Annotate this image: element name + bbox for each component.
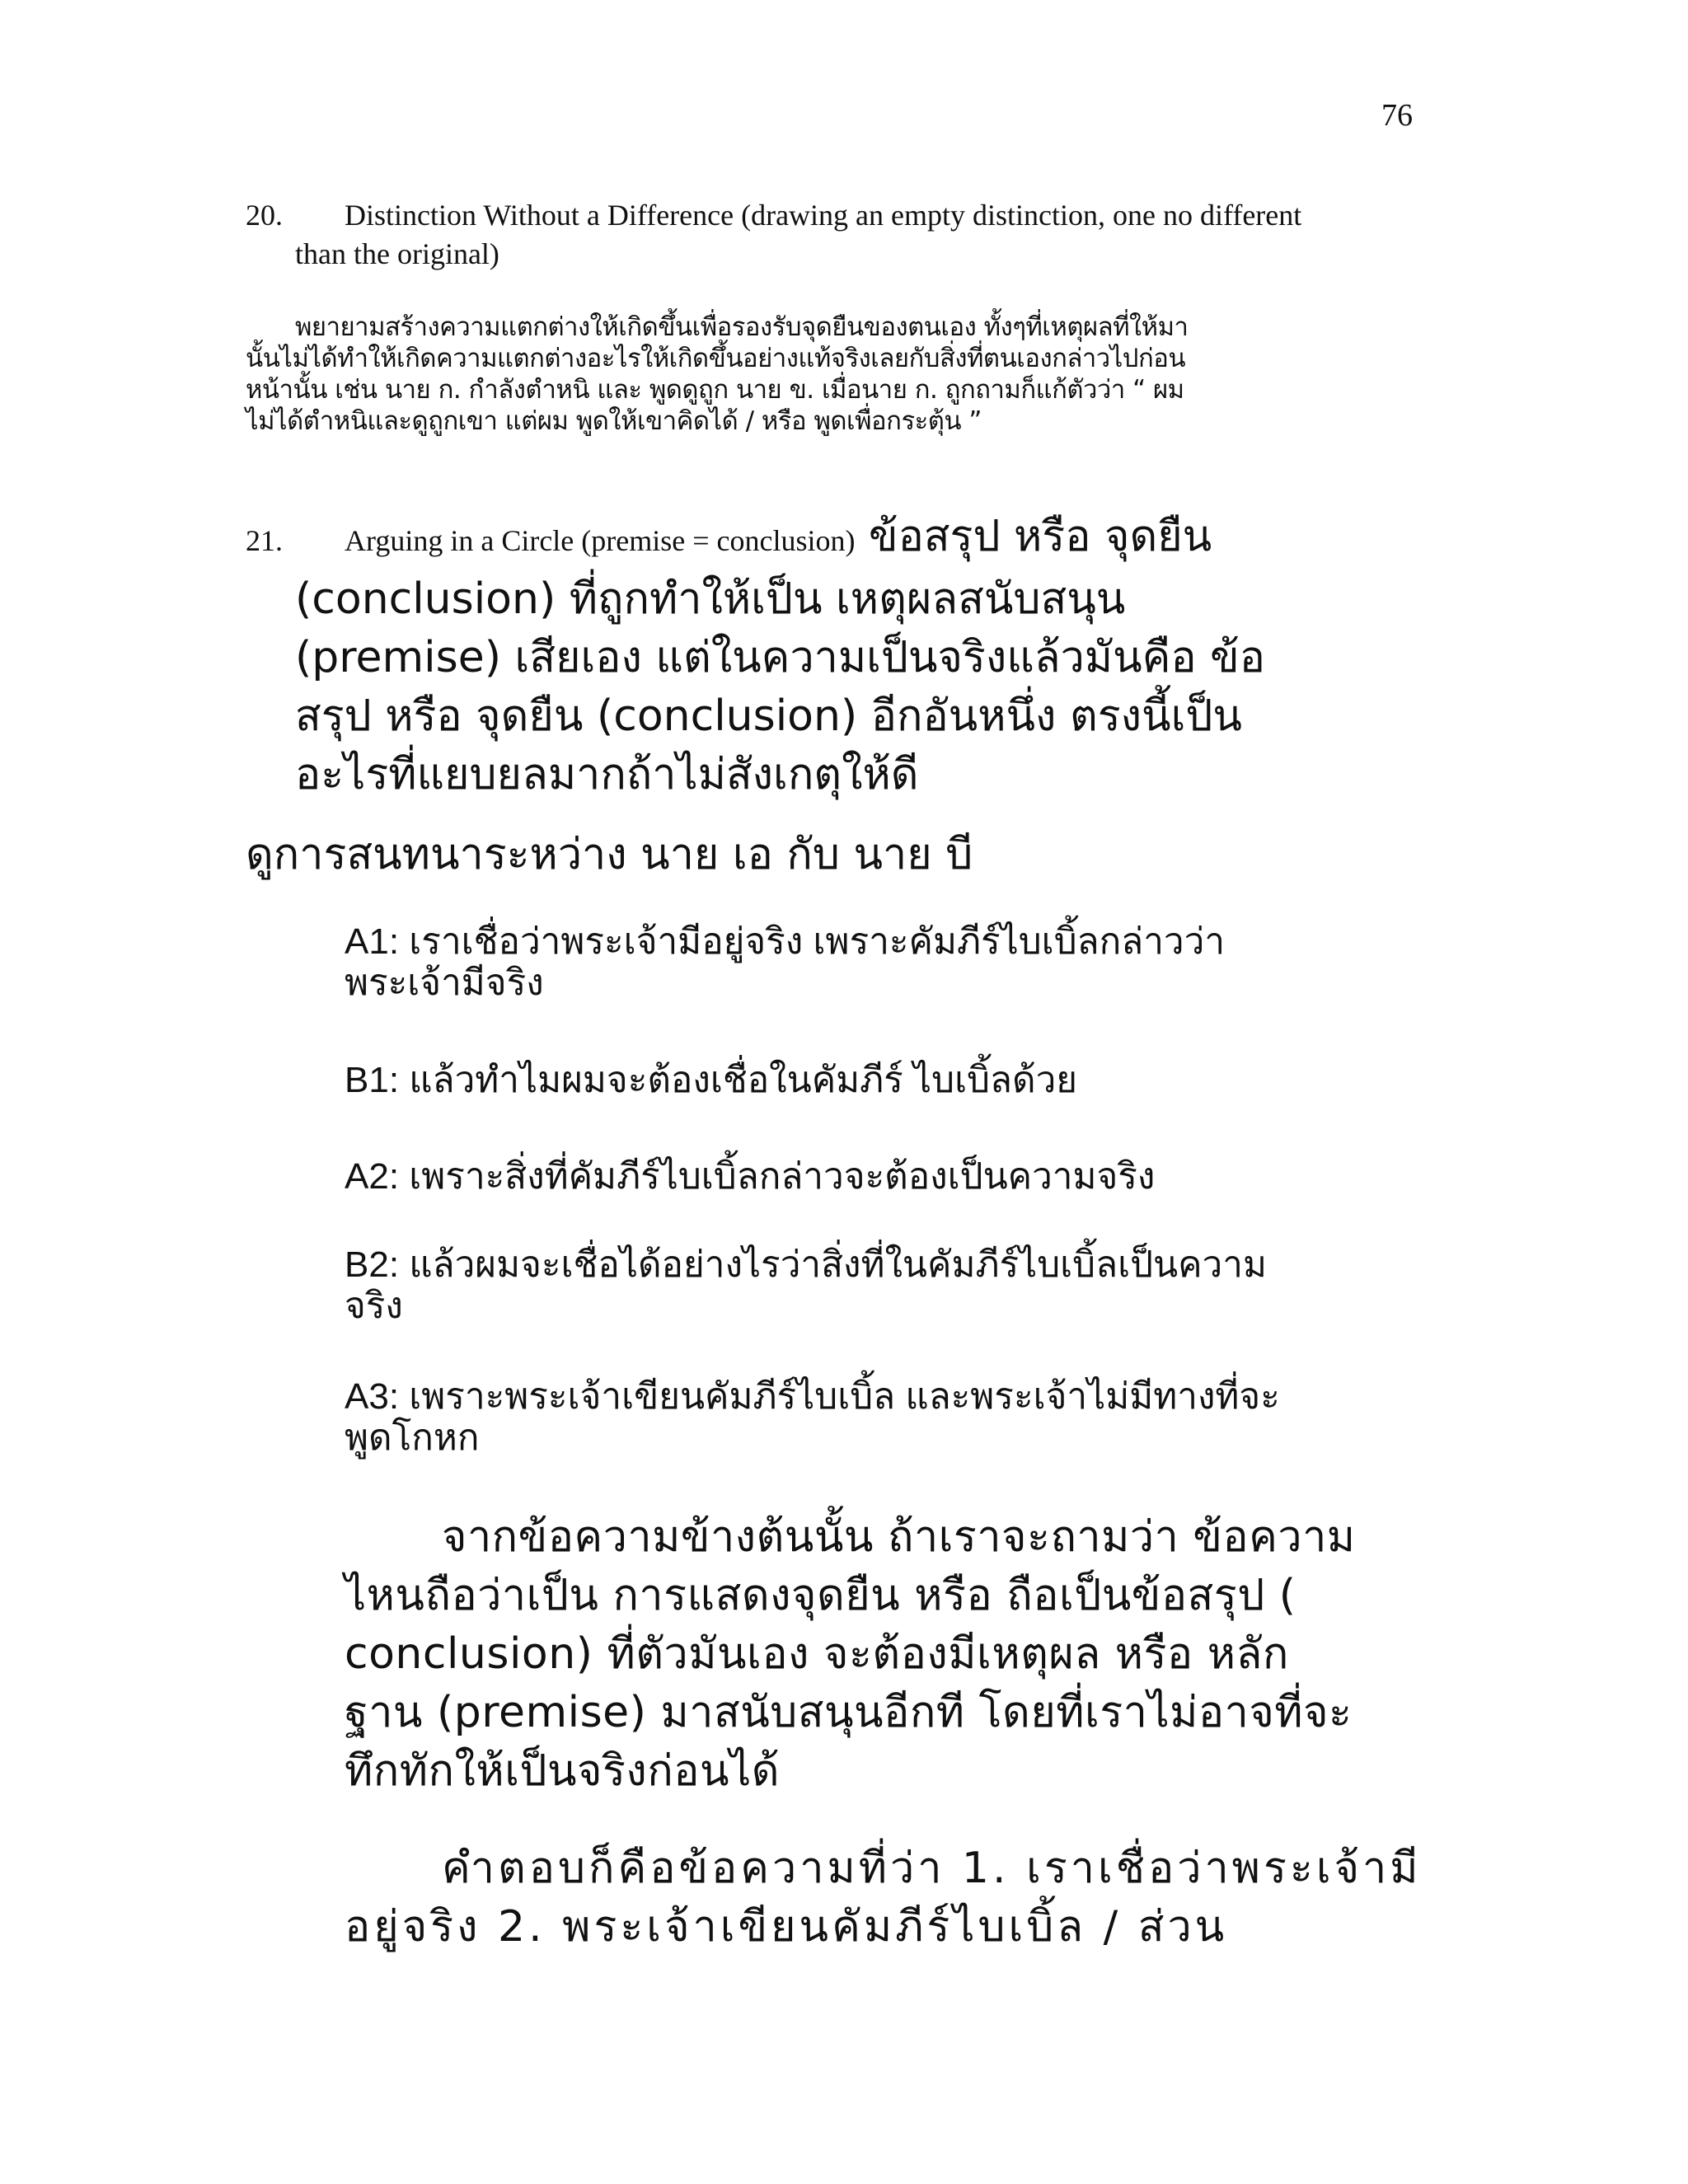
paragraph-line: ฐาน (premise) มาสนับสนุนอีกที โดยที่เราไม่อาจที่จะ <box>345 1688 1353 1737</box>
item-20-paragraph-line: พยายามสร้างความแตกต่างให้เกิดขึ้นเพื่อรองรับจุดยืนของตนเอง ทั้งๆที่เหตุผลที่ให้มา <box>295 312 1189 342</box>
paragraph-line: คำตอบก็คือข้อความที่ว่า 1. เราเชื่อว่าพระเจ้ามี <box>442 1844 1422 1893</box>
item-21-line: (premise) เสียเอง แต่ในความเป็นจริงแล้วมันคือ ข้อ <box>295 633 1265 682</box>
dialog-line: A2: เพราะสิ่งที่คัมภีร์ไบเบิ้ลกล่าวจะต้องเป็นความจริง <box>345 1156 1156 1197</box>
item-21 <box>246 508 1416 804</box>
paragraph-line: อยู่จริง 2. พระเจ้าเขียนคัมภีร์ไบเบิ้ล / ส่วน <box>345 1902 1228 1952</box>
item-20-paragraph-line: นั้นไม่ได้ทำให้เกิดความแตกต่างอะไรให้เกิดขึ้นอย่างแท้จริงเลยกับสิ่งที่ตนเองกล่าวไปก่อน <box>246 344 1186 373</box>
dialog-line: จริง <box>345 1286 403 1326</box>
paragraph-line: conclusion) ที่ตัวมันเอง จะต้องมีเหตุผล หรือ หลัก <box>345 1629 1289 1679</box>
item-20-paragraph-line: หน้านั้น เช่น นาย ก. กำลังตำหนิ และ พูดดูถูก นาย ข. เมื่อนาย ก. ถูกถามก็แก้ตัวว่า “ ผม <box>246 375 1184 405</box>
dialog-line: A3: เพราะพระเจ้าเขียนคัมภีร์ไบเบิ้ล และพระเจ้าไม่มีทางที่จะ <box>345 1376 1280 1417</box>
item-21-number: 21. <box>246 524 283 557</box>
answer-paragraph <box>345 1840 1449 1957</box>
dialog-a1 <box>345 921 1441 1004</box>
dialog-line: B2: แล้วผมจะเชื่อได้อย่างไรว่าสิ่งที่ในคัมภีร์ไบเบิ้ลเป็นความ <box>345 1244 1267 1285</box>
item-21-first-line <box>246 508 1416 570</box>
dialog-b2 <box>345 1244 1441 1327</box>
item-21-line: อะไรที่แยบยลมากถ้าไม่สังเกตุให้ดี <box>295 750 919 799</box>
item-20 <box>246 196 1441 274</box>
item-20-title-line2: than the original) <box>295 237 499 270</box>
page-number: 76 <box>1381 98 1413 133</box>
paragraph-line: จากข้อความข้างต้นนั้น ถ้าเราจะถามว่า ข้อความ <box>442 1512 1356 1562</box>
dialog-line: B1: แล้วทำไมผมจะต้องเชื่อในคัมภีร์ ไบเบิ้ลด้วย <box>345 1060 1078 1100</box>
dialog-line: พูดโกหก <box>345 1418 480 1458</box>
item-20-number: 20. <box>246 199 283 232</box>
dialog-heading: ดูการสนทนาระหว่าง นาย เอ กับ นาย บี <box>246 830 973 879</box>
dialog-a2 <box>345 1156 1441 1197</box>
item-21-line: (conclusion) ที่ถูกทำให้เป็น เหตุผลสนับสนุน <box>295 574 1126 624</box>
dialog-line: พระเจ้ามีจริง <box>345 963 544 1003</box>
item-20-paragraph <box>246 312 1449 437</box>
dialog-line: A1: เราเชื่อว่าพระเจ้ามีอยู่จริง เพราะคัมภีร์ไบเบิ้ลกล่าวว่า <box>345 921 1226 962</box>
item-20-paragraph-line: ไม่ได้ตำหนิและดูถูกเขา แต่ผม พูดให้เขาคิดได้ / หรือ พูดเพื่อกระตุ้น ” <box>246 406 982 436</box>
paragraph-line: ทึกทักให้เป็นจริงก่อนได้ <box>345 1746 780 1796</box>
dialog-b1 <box>345 1060 1441 1101</box>
item-21-title: Arguing in a Circle (premise = conclusion) <box>345 524 856 557</box>
explanation-paragraph <box>345 1508 1449 1801</box>
item-20-title-line1 <box>246 196 1441 235</box>
paragraph-line: ไหนถือว่าเป็น การแสดงจุดยืน หรือ ถือเป็นข้อสรุป ( <box>345 1571 1296 1620</box>
item-21-thai-lead: ข้อสรุป หรือ จุดยืน <box>855 512 1212 561</box>
dialog-a3 <box>345 1376 1441 1459</box>
item-20-title: Distinction Without a Difference (drawing an empty distinction, one no different <box>345 199 1302 232</box>
item-21-line: สรุป หรือ จุดยืน (conclusion) อีกอันหนึ่ง ตรงนี้เป็น <box>295 691 1242 741</box>
